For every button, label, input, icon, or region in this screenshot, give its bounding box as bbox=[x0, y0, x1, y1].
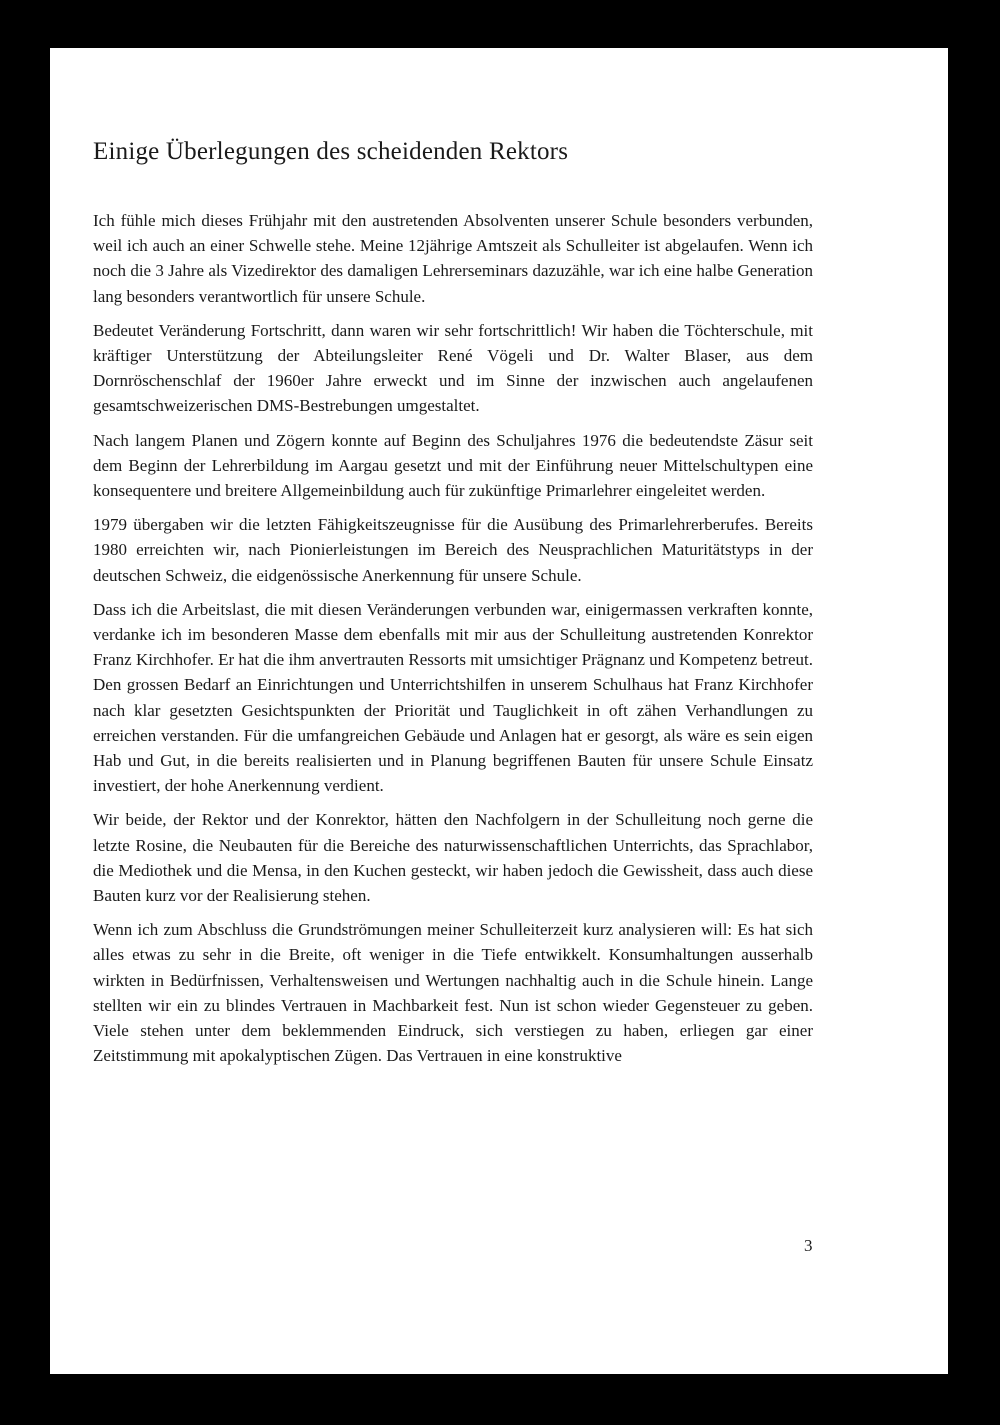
paragraph-3: Nach langem Planen und Zögern konnte auf Beginn des Schuljahres 1976 die bedeutendste Zäsur seit dem Beginn der Lehrerbildung im Aargau gesetzt und mit der Einführung neuer Mittelschultypen eine konsequentere und breitere Allgemeinbildung auch für zukünftige Primarlehrer eingeleitet werden. bbox=[93, 430, 813, 501]
page-number: 3 bbox=[804, 1236, 813, 1255]
document-page bbox=[50, 48, 948, 1374]
paragraph-6: Wir beide, der Rektor und der Konrektor, hätten den Nachfolgern in der Schulleitung noch gerne die letzte Rosine, die Neubauten für die Bereiche des naturwissenschaftlichen Unterrichts, das Sprachlabor, die Mediothek und die Mensa, in den Kuchen gesteckt, wir haben jedoch die Gewissheit, dass auch diese Bauten kurz vor der Realisierung stehen. bbox=[93, 810, 813, 906]
paragraph-4: 1979 übergaben wir die letzten Fähigkeitszeugnisse für die Ausübung des Primarlehrerberufes. Bereits 1980 erreichten wir, nach Pionierleistungen im Bereich des Neusprachlichen Maturitätstyps in der deutschen Schweiz, die eidgenössische Anerkennung für unsere Schule. bbox=[93, 515, 813, 585]
body-text bbox=[93, 208, 813, 1078]
page-title: Einige Überlegungen des scheidenden Rektors bbox=[93, 138, 569, 165]
paragraph-5: Dass ich die Arbeitslast, die mit diesen Veränderungen verbunden war, einigermassen verkraften konnte, verdanke ich im besonderen Masse dem ebenfalls mit mir aus der Schulleitung austretenden Konrektor Franz Kirchhofer. Er hat die ihm anvertrauten Ressorts mit umsichtiger Prägnanz und Kompetenz betreut. Den grossen Bedarf an Einrichtungen und Unterrichtshilfen in unserem Schulhaus hat Franz Kirchhofer nach klar gesetzten Gesichtspunkten der Priorität und Tauglichkeit in oft zähen Verhandlungen zu erreichen verstanden. Für die umfangreichen Gebäude und Anlagen hat er gesorgt, als wäre es sein eigen Hab und Gut, in die bereits realisierten und in Planung begriffenen Bauten für unsere Schule Einsatz investiert, der hohe Anerkennung verdient. bbox=[93, 599, 813, 796]
paragraph-7: Wenn ich zum Abschluss die Grundströmungen meiner Schulleiterzeit kurz analysieren will: Es hat sich alles etwas zu sehr in die Breite, oft weniger in die Tiefe entwikkelt. Konsumhaltungen ausserhalb wirkten in Bedürfnissen, Verhaltensweisen und Wertungen nachhaltig auch in die Schule hinein. Lange stellten wir ein zu blindes Vertrauen in Machbarkeit fest. Nun ist schon wieder Gegensteuer zu geben. Viele stehen unter dem beklemmenden Eindruck, sich verstiegen zu haben, erliegen gar einer Zeitstimmung mit apokalyptischen Zügen. Das Vertrauen in eine konstruktive bbox=[93, 920, 813, 1066]
paragraph-2: Bedeutet Veränderung Fortschritt, dann waren wir sehr fortschrittlich! Wir haben die Töchterschule, mit kräftiger Unterstützung der Abteilungsleiter René Vögeli und Dr. Walter Blaser, aus dem Dornröschenschlaf der 1960er Jahre erweckt und im Sinne der inzwischen auch angelaufenen gesamtschweizerischen DMS-Bestrebungen umgestaltet. bbox=[93, 320, 813, 416]
paragraph-1: Ich fühle mich dieses Frühjahr mit den austretenden Absolventen unserer Schule besonders verbunden, weil ich auch an einer Schwelle stehe. Meine 12jährige Amtszeit als Schulleiter ist abgelaufen. Wenn ich noch die 3 Jahre als Vizedirektor des damaligen Lehrerseminars dazuzähle, war ich eine halbe Generation lang besonders verantwortlich für unsere Schule. bbox=[93, 211, 813, 306]
